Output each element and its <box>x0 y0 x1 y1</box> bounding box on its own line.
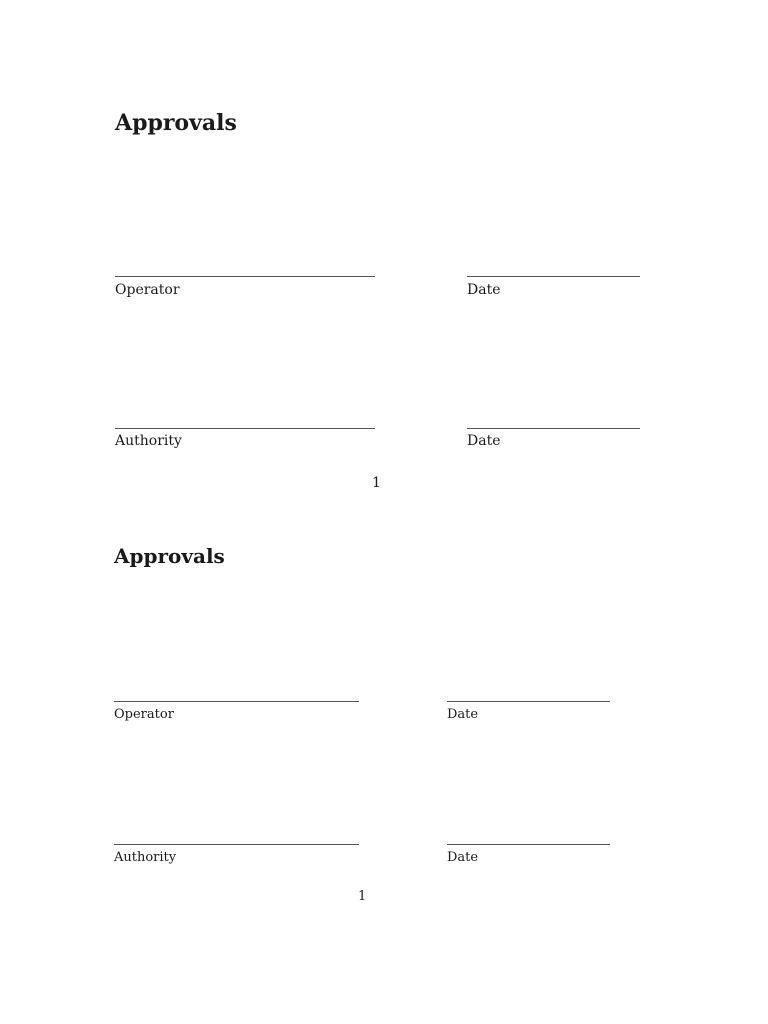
page-title: Approvals <box>114 544 225 568</box>
operator-label: Operator <box>114 707 174 722</box>
operator-signature-line <box>114 701 359 702</box>
operator-date-label: Date <box>467 282 501 298</box>
operator-date-line <box>447 701 610 702</box>
authority-date-line <box>467 428 640 429</box>
authority-date-label: Date <box>467 433 501 449</box>
authority-label: Authority <box>115 433 182 449</box>
page-number: 1 <box>358 889 367 904</box>
page-title: Approvals <box>115 110 237 136</box>
authority-label: Authority <box>114 850 177 865</box>
operator-date-label: Date <box>447 707 479 722</box>
operator-label: Operator <box>115 282 180 298</box>
operator-signature-line <box>115 276 375 277</box>
operator-date-line <box>467 276 640 277</box>
authority-date-line <box>447 844 610 845</box>
authority-signature-line <box>115 428 375 429</box>
page-number: 1 <box>372 475 381 491</box>
authority-date-label: Date <box>447 850 479 865</box>
authority-signature-line <box>114 844 359 845</box>
